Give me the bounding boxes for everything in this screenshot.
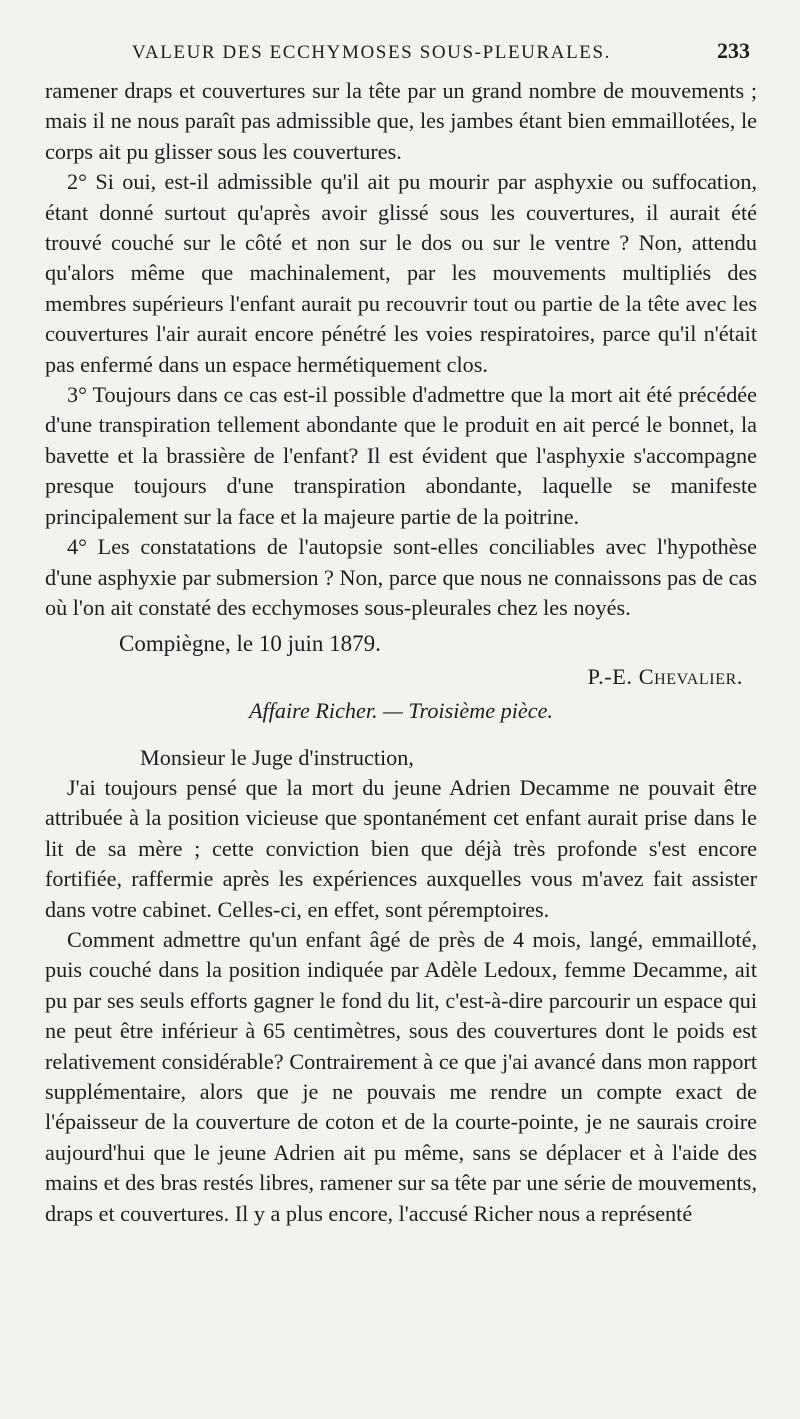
paragraph-letter-1: J'ai toujours pensé que la mort du jeune Adrien Decamme ne pouvait être attribuée à la position vicieuse que spontanément cet enfant aurait prise dans le lit de sa mère ; cette conviction bien que déjà très profonde s'est encore fortifiée, raffermie après les expériences auxquelles vous m'avez fait assister dans votre cabinet. Celles-ci, en effet, sont péremptoires. [45,774,757,922]
running-header [132,38,750,68]
letter-date: Compiègne, le 10 juin 1879. [119,631,381,657]
body-text [45,76,757,1229]
running-title: VALEUR DES ECCHYMOSES SOUS-PLEURALES. [132,42,612,63]
page-number: 233 [717,38,750,63]
paragraph-point-2: 2° Si oui, est-il admissible qu'il ait pu mourir par asphyxie ou suffocation, étant donné surtout qu'après avoir glissé sous les couvertures, il aurait été trouvé couché sur le côté et non sur le dos ou sur le ventre ? Non, attendu qu'alors même que machinalement, par les mouvements multipliés des membres supérieurs l'enfant aurait pu recouvrir tout ou partie de la tête avec les couvertures l'air aurait encore pénétré les voies respiratoires, parce qu'il n'était pas enfermé dans un espace hermétiquement clos. [45,169,757,377]
signature: P.-E. Chevalier. [587,663,743,689]
paragraph-point-4: 4° Les constatations de l'autopsie sont-elles conciliables avec l'hypothèse d'une asphyxie par submersion ? Non, parce que nous ne connaissons pas de cas où l'on ait constaté des ecchymoses sous-pleurales chez les noyés. [45,534,757,620]
paragraph-continuation: ramener draps et couvertures sur la tête par un grand nombre de mouvements ; mais il ne nous paraît pas admissible que, les jambes étant bien emmaillotées, le corps ait pu glisser sous les couvertures. [45,78,757,164]
salutation: Monsieur le Juge d'instruction, [140,744,414,770]
section-title: Affaire Richer. — Troisième pièce. [249,698,553,724]
paragraph-point-3: 3° Toujours dans ce cas est-il possible d'admettre que la mort ait été précédée d'une transpiration tellement abondante que le produit en ait percé le bonnet, la bavette et la brassière de l'enfant? Il est évident que l'asphyxie s'accompagne presque toujours d'une transpiration abondante, laquelle se manifeste principalement sur la face et la majeure partie de la poitrine. [45,382,757,529]
paragraph-letter-2: Comment admettre qu'un enfant âgé de près de 4 mois, langé, emmailloté, puis couché dans la position indiquée par Adèle Ledoux, femme Decamme, ait pu par ses seuls efforts gagner le fond du lit, c'est-à-dire parcourir un espace qui ne peut être inférieur à 65 centimètres, sous des couvertures dont le poids est relativement considérable? Contrairement à ce que j'ai avancé dans mon rapport supplémentaire, alors que je ne pouvais me rendre un compte exact de l'épaisseur de la couverture de coton et de la courte-pointe, je ne saurais croire aujourd'hui que le jeune Adrien ait pu même, sans se déplacer et à l'aide des mains et des bras restés libres, ramener sur sa tête par une série de mouvements, draps et couvertures. Il y a plus encore, l'accusé Richer nous a représenté [45,926,757,1226]
